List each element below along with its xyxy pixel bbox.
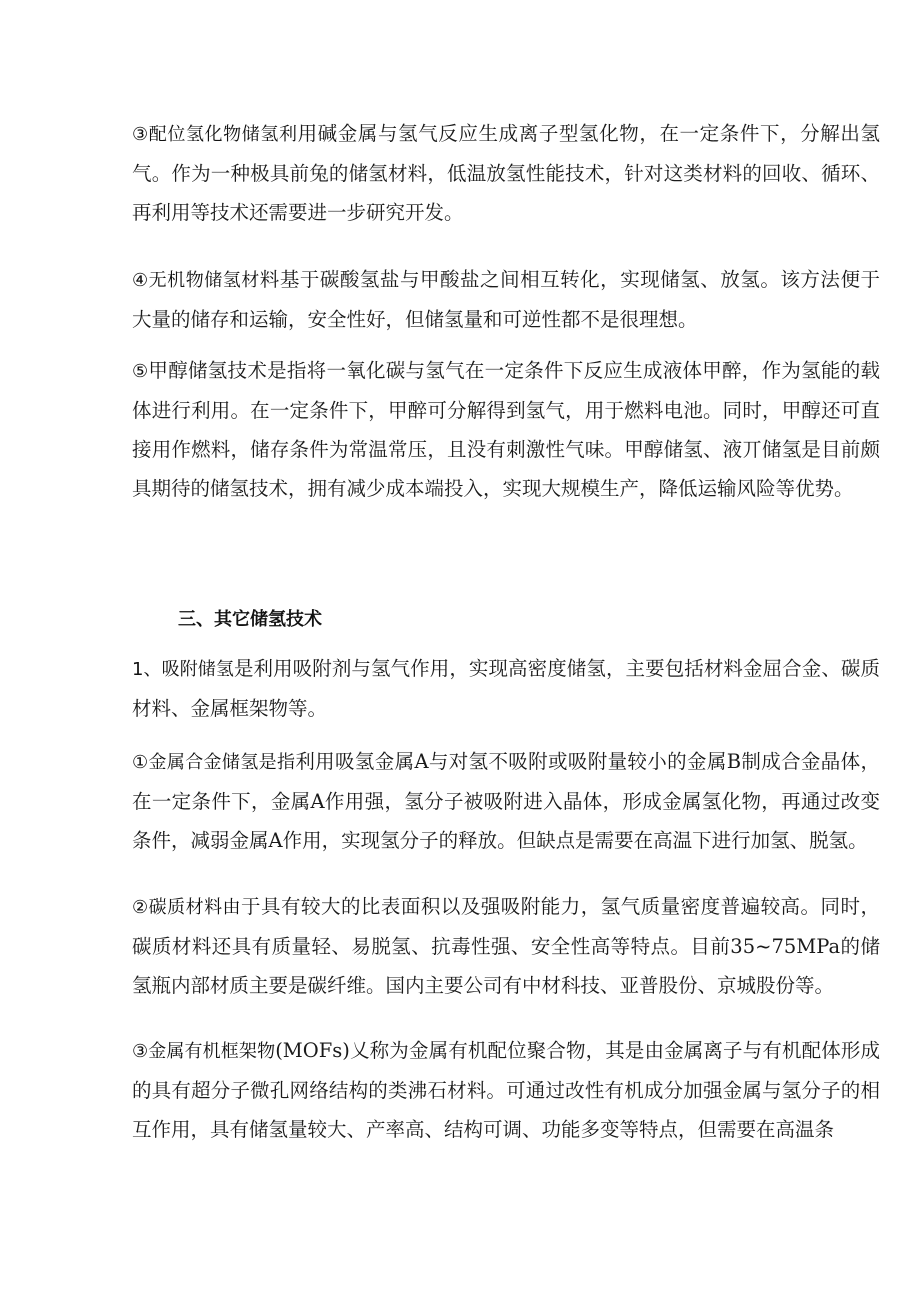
paragraph-text: 甲醇储氢技术是指将一氧化碳与氢气在一定条件下反应生成液体甲醉，作为氢能的载体进行利用。在一定条件下，甲醉可分解得到氢气，用于燃料电池。同时，甲醇还可直接用作燃料，储存条件为常温常压，且没有刺激性气味。甲醇储氢、液丌储氢是目前颇具期待的储氢技术，拥有减少成本端投入，实现大规模生产，降低运输风险等优势。 [132,359,880,500]
paragraph-mofs [132,1031,880,1149]
paragraph-coordination-hydride [132,114,880,232]
paragraph-inorganic-storage [132,260,880,339]
paragraph-lead: ②碳质材料由 [132,897,242,918]
paragraph-methanol-storage [132,351,880,508]
paragraph-text: (MOFs)乂称为金属有机配位聚合物，其是由金属离子与有机配体形成的具有超分子微孔网络结构的类沸石材料。可通过改性有机成分加强金属与氢分子的相互作用，具有储氢量较大、产率高、结构可调、功能多变等特点，但需要在高温条 [132,1039,880,1141]
paragraph-text: 用碱金属与氢气反应生成离子型氢化物，在一定条件下，分解出氢气。作为一种极具前兔的储氢材料，低温放氢性能技术，针对这类材料的回收、循环、再利用等技术还需要进一步研究开发。 [132,122,880,224]
paragraph-lead: ①金属合金储氢是指 [132,752,296,773]
paragraph-text: 是利用吸附剂与氢气作用，实现高密度储氢，主要包括材料金屈合金、碳质材料、金属框架物等。 [132,657,880,720]
paragraph-lead: ③金属有机框架物 [132,1041,276,1062]
paragraph-lead: ⑤ [132,361,149,382]
paragraph-lead: 1、吸附储氢 [132,659,234,680]
section-heading: 三、其它储氢技术 [178,609,322,630]
paragraph-carbon-materials [132,887,880,1005]
paragraph-metal-alloy [132,742,880,860]
paragraph-lead: ③配位氢化物储氢利 [132,124,298,145]
paragraph-text: 料基于碳酸氢盐与甲酸盐之间相互转化，实现储氢、放氢。该方法便于大量的储存和运输，安全性好，但储氢量和可逆性都不是很理想。 [132,268,880,331]
paragraph-text: 利用吸氢金属A与对氢不吸附或吸附量较小的金属B制成合金晶体，在一定条件下，金属A作用强，氢分子被吸附进入晶体，形成金属氢化物，再通过改变条件，减弱金属A作用，实现氢分子的释放。但缺点是需要在高温下进行加氢、脱氢。 [132,750,880,852]
paragraph-adsorption-storage [132,649,880,728]
paragraph-lead: ④无机物储氢材 [132,270,260,291]
paragraph-text: 于具有较大的比表面积以及强吸附能力，氢气质量密度普遍较高。同时，碳质材料还具有质量轻、易脱氢、抗毒性强、安全性高等特点。目前35~75MPa的储氢瓶内部材质主要是碳纤维。国内主要公司有中材科技、亚普股份、京城股份等。 [132,895,880,997]
